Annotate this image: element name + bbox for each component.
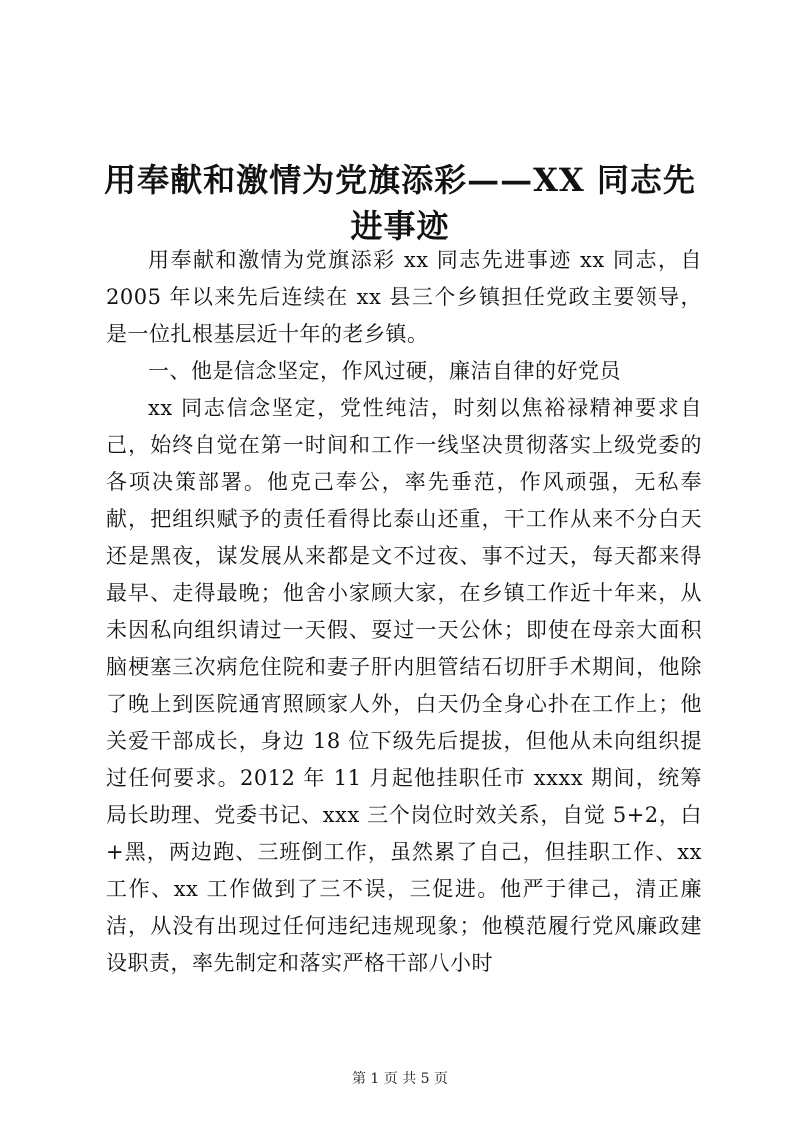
section-heading: 一、他是信念坚定，作风过硬，廉洁自律的好党员	[148, 359, 621, 383]
page-footer: 第 1 页 共 5 页	[351, 1071, 449, 1087]
paragraph-intro: 用奉献和激情为党旗添彩 xx 同志先进事迹 xx 同志，自 2005 年以来先后连续在 xx 县三个乡镇担任党政主要领导，是一位扎根基层近十年的老乡镇。	[106, 248, 702, 346]
paragraph-main: xx 同志信念坚定，党性纯洁，时刻以焦裕禄精神要求自己，始终自觉在第一时间和工作一线坚决贯彻落实上级党委的各项决策部署。他克己奉公，率先垂范，作风顽强，无私奉献，把组织赋予的责任看得比泰山还重，干工作从来不分白天还是黑夜，谋发展从来都是文不过夜、事不过天，每天都来得最早、走得最晚；他舍小家顾大家，在乡镇工作近十年来，从未因私向组织请过一天假、耍过一天公休；即使在母亲大面积脑梗塞三次病危住院和妻子肝内胆管结石切肝手术期间，他除了晚上到医院通宵照顾家人外，白天仍全身心扑在工作上；他关爱干部成长，身边 18 位下级先后提拔，但他从未向组织提过任何要求。2012 年 11 月起他挂职任市 xxxx 期间，统筹局长助理、党委书记、xxx 三个岗位时效关系，自觉 5+2，白+黑，两边跑、三班倒工作，虽然累了自己，但挂职工作、xx 工作、xx 工作做到了三不误，三促进。他严于律己，清正廉洁，从没有出现过任何违纪违规现象；他模范履行党风廉政建设职责，率先制定和落实严格干部八小时	[106, 396, 702, 975]
document-body	[106, 242, 702, 982]
document-title: 用奉献和激情为党旗添彩——XX 同志先进事迹	[104, 161, 696, 246]
